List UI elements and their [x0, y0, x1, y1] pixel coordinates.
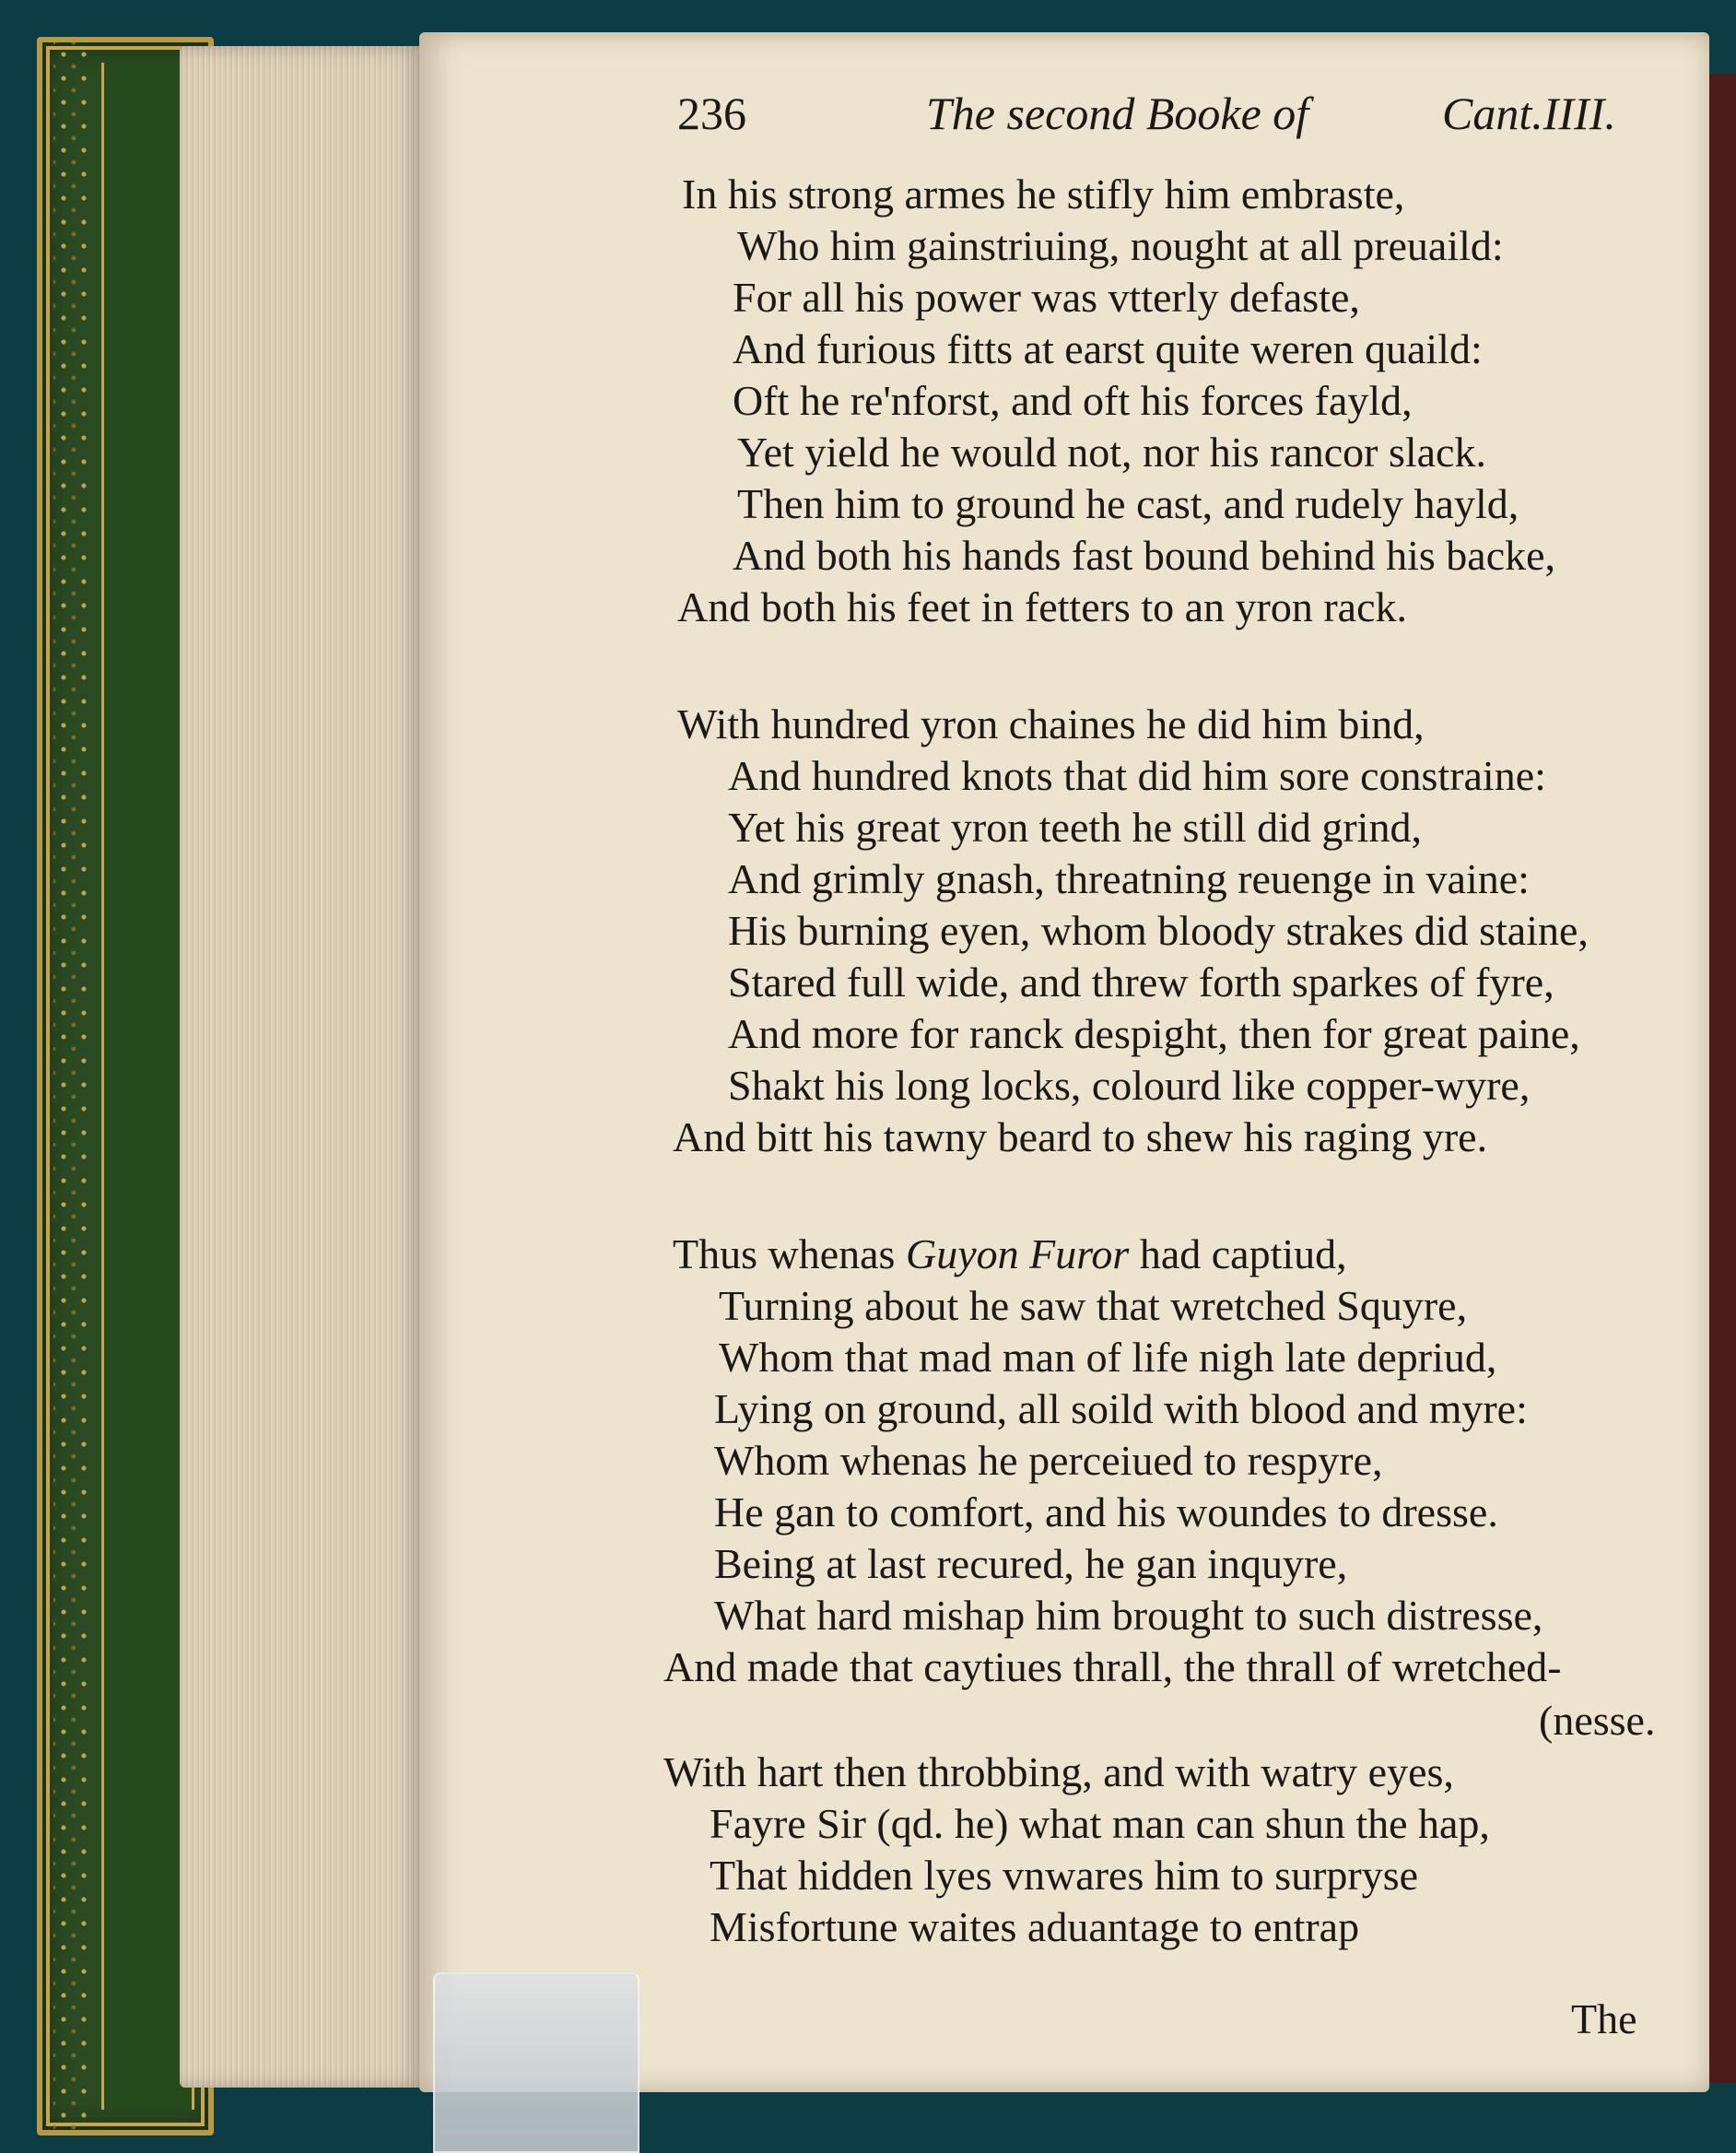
- verse-line: Who him gainstriuing, nought at all preuaild:: [737, 222, 1504, 269]
- verse-line: Yet yield he would not, nor his rancor slack.: [737, 429, 1486, 476]
- verse-line: He gan to comfort, and his woundes to dresse.: [714, 1488, 1498, 1535]
- verse-line: And both his feet in fetters to an yron rack.: [677, 583, 1407, 630]
- running-title: The second Booke of: [926, 88, 1309, 139]
- verse-line: Oft he re'nforst, and oft his forces fayld,: [733, 377, 1413, 424]
- verse-line: His burning eyen, whom bloody strakes did staine,: [728, 907, 1589, 954]
- verse-line: With hart then throbbing, and with watry eyes,: [663, 1748, 1454, 1795]
- book-cover-right: [1705, 74, 1736, 2083]
- page-number: 236: [677, 88, 746, 139]
- verse-line: And both his hands fast bound behind his backe,: [733, 532, 1556, 579]
- page-text: [419, 32, 1709, 2092]
- catchword: The: [1571, 1995, 1637, 2042]
- verse-line: Turning about he saw that wretched Squyre,: [719, 1282, 1468, 1329]
- gilt-ornament-border: [53, 42, 90, 2130]
- verse-line: For all his power was vtterly defaste,: [733, 274, 1360, 321]
- verse-line: Lying on ground, all soild with blood and myre:: [714, 1385, 1528, 1432]
- verse-line: Shakt his long locks, colourd like copper-wyre,: [728, 1062, 1531, 1109]
- verse-line: Thus whenas Guyon Furor had captiud,: [673, 1230, 1347, 1277]
- verse-line: And furious fitts at earst quite weren quaild:: [733, 325, 1483, 372]
- verse-line: Being at last recured, he gan inquyre,: [714, 1540, 1348, 1587]
- verse-line: In his strong armes he stifly him embraste,: [682, 171, 1405, 218]
- verse-line-turnover: (nesse.: [1539, 1697, 1656, 1744]
- verse-line: Stared full wide, and threw forth sparkes of fyre,: [728, 959, 1554, 1006]
- name-furor: Furor: [1029, 1230, 1130, 1277]
- verse-line: Then him to ground he cast, and rudely hayld,: [737, 480, 1519, 527]
- page-edges: [180, 46, 424, 2088]
- page-clip: [433, 1972, 639, 2153]
- verse-line: With hundred yron chaines he did him bind,: [677, 700, 1425, 747]
- verse-line: And made that caytiues thrall, the thrall of wretched-: [663, 1643, 1562, 1690]
- verse-line: Whom whenas he perceiued to respyre,: [714, 1437, 1383, 1484]
- verse-line: That hidden lyes vnwares him to surpryse: [710, 1852, 1419, 1899]
- verse-line: Misfortune waites aduantage to entrap: [710, 1903, 1360, 1950]
- verse-line: Whom that mad man of life nigh late depriud,: [719, 1334, 1497, 1381]
- verse-line: And hundred knots that did him sore constraine:: [728, 752, 1546, 799]
- verse-line: And grimly gnash, threatning reuenge in vaine:: [728, 855, 1530, 902]
- canto-number: Cant.IIII.: [1442, 88, 1616, 139]
- verse-line: Fayre Sir (qd. he) what man can shun the hap,: [710, 1800, 1490, 1847]
- book-page: [419, 32, 1709, 2092]
- verse-line: What hard mishap him brought to such distresse,: [714, 1592, 1543, 1639]
- verse-line: Yet his great yron teeth he still did grind,: [728, 804, 1422, 851]
- verse-line: And more for ranck despight, then for great paine,: [728, 1010, 1580, 1057]
- verse-line: And bitt his tawny beard to shew his raging yre.: [673, 1113, 1488, 1160]
- name-guyon: Guyon: [905, 1230, 1019, 1277]
